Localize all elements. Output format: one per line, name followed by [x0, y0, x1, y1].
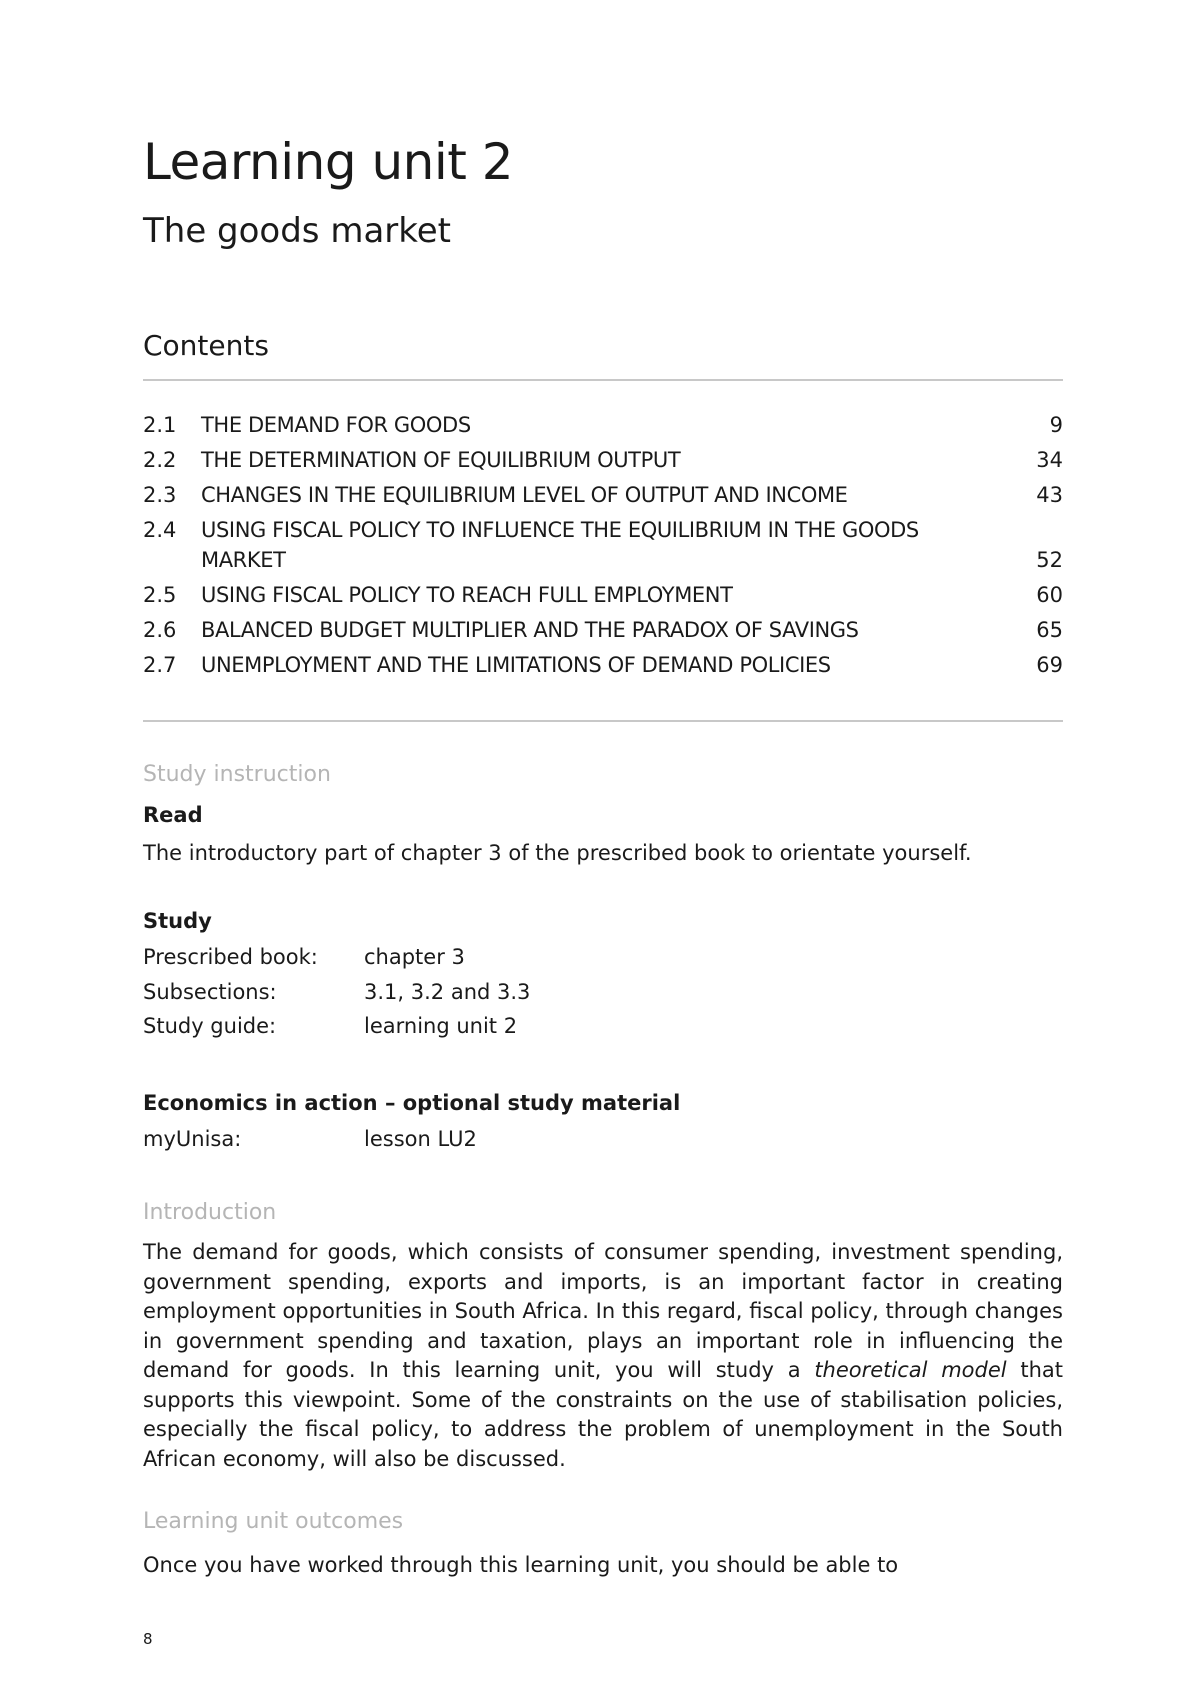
contents-heading: Contents — [143, 329, 269, 362]
toc-entry[interactable] — [143, 516, 1063, 576]
contents-top-divider — [143, 379, 1063, 381]
toc-entry-number: 2.6 — [143, 618, 177, 642]
toc-entry-page: 9 — [1049, 413, 1063, 437]
study-label: Study — [143, 909, 212, 933]
economics-item-key: myUnisa: — [143, 1127, 242, 1151]
study-item-key: Prescribed book: — [143, 945, 318, 969]
toc-entry-number: 2.2 — [143, 448, 177, 472]
introduction-label: Introduction — [143, 1200, 277, 1225]
toc-entry-number: 2.4 — [143, 518, 177, 542]
toc-entry-number: 2.1 — [143, 413, 177, 437]
study-item-value: learning unit 2 — [364, 1014, 518, 1038]
study-instruction-label: Study instruction — [143, 762, 331, 787]
toc-entry-title-line-2: MARKET — [201, 548, 286, 572]
study-item-key: Study guide: — [143, 1014, 277, 1038]
read-label: Read — [143, 803, 203, 827]
introduction-text-start: The demand for goods, which consists of consumer spending, investment spending, government spending, exports and imports, is an important factor in creating employment opportunities in South Africa. In this regard, fiscal policy, through changes in government spending and taxation, plays an important role in influencing the demand for goods. In this learning unit, you will study a — [143, 1240, 1063, 1382]
toc-entry-page: 69 — [1036, 653, 1063, 677]
toc-entry-number: 2.5 — [143, 583, 177, 607]
unit-subtitle: The goods market — [143, 211, 451, 251]
toc-entry-title-line-1: USING FISCAL POLICY TO INFLUENCE THE EQUILIBRIUM IN THE GOODS — [201, 518, 919, 542]
toc-entry-page: 65 — [1036, 618, 1063, 642]
economics-in-action-label: Economics in action – optional study material — [143, 1091, 681, 1115]
introduction-emphasis: theoretical model — [814, 1358, 1007, 1382]
read-text: The introductory part of chapter 3 of the prescribed book to orientate yourself. — [143, 841, 972, 865]
toc-entry-title: CHANGES IN THE EQUILIBRIUM LEVEL OF OUTPUT AND INCOME — [201, 483, 848, 507]
toc-entry-title: UNEMPLOYMENT AND THE LIMITATIONS OF DEMAND POLICIES — [201, 653, 831, 677]
page-number: 8 — [143, 1630, 153, 1648]
study-item-key: Subsections: — [143, 980, 277, 1004]
learning-outcomes-label: Learning unit outcomes — [143, 1509, 404, 1534]
unit-title: Learning unit 2 — [143, 133, 514, 191]
contents-bottom-divider — [143, 720, 1063, 722]
toc-entry-page: 60 — [1036, 583, 1063, 607]
toc-entry-page: 52 — [1036, 548, 1063, 572]
introduction-text-end: that supports this viewpoint. Some of the constraints on the use of stabilisation policies, especially the fiscal policy, to address the problem of unemployment in the South African economy, will also be discussed. — [143, 1358, 1063, 1471]
toc-entry-title: BALANCED BUDGET MULTIPLIER AND THE PARADOX OF SAVINGS — [201, 618, 859, 642]
learning-outcomes-text: Once you have worked through this learning unit, you should be able to — [143, 1553, 899, 1577]
study-item-value: chapter 3 — [364, 945, 465, 969]
toc-entry-title: THE DETERMINATION OF EQUILIBRIUM OUTPUT — [201, 448, 681, 472]
toc-entry-number: 2.3 — [143, 483, 177, 507]
economics-item-value: lesson LU2 — [364, 1127, 477, 1151]
toc-entry-page: 43 — [1036, 483, 1063, 507]
toc-entry-page: 34 — [1036, 448, 1063, 472]
toc-entry-title: USING FISCAL POLICY TO REACH FULL EMPLOYMENT — [201, 583, 733, 607]
study-item-value: 3.1, 3.2 and 3.3 — [364, 980, 531, 1004]
toc-entry-title: THE DEMAND FOR GOODS — [201, 413, 471, 437]
toc-entry-number: 2.7 — [143, 653, 177, 677]
introduction-paragraph — [143, 1238, 1063, 1474]
